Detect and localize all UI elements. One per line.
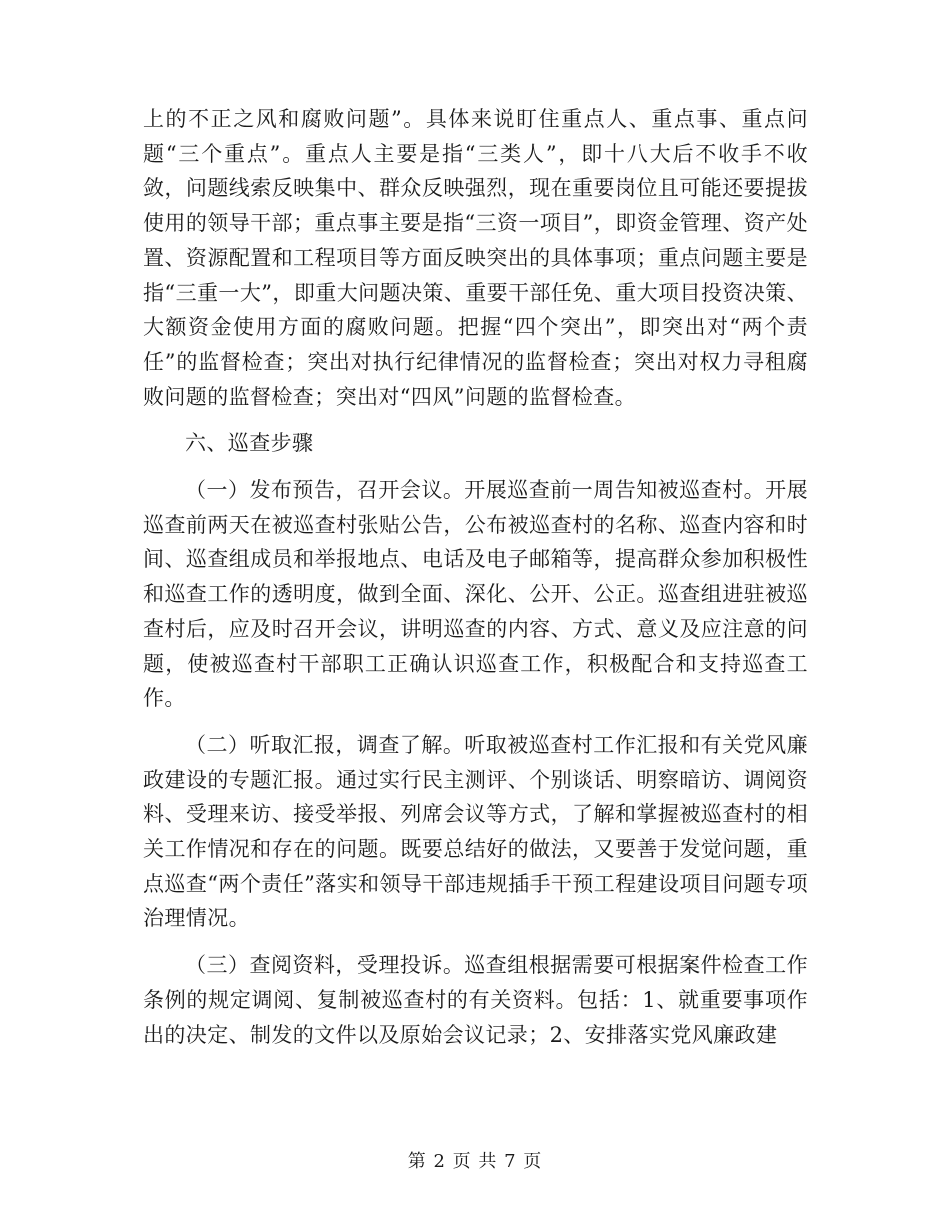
- document-body: [143, 102, 808, 1052]
- paragraph-step-2: （二）听取汇报，调查了解。听取被巡查村工作汇报和有关党风廉政建设的专题汇报。通过实行民主测评、个别谈话、明察暗访、调阅资料、受理来访、接受举报、列席会议等方式，了解和掌握被巡查村的相关工作情况和存在的问题。既要总结好的做法，又要善于发觉问题，重点巡查“两个责任”落实和领导干部违规插手干预工程建设项目问题专项治理情况。: [143, 732, 808, 931]
- section-heading: 六、巡查步骤: [185, 431, 314, 456]
- paragraph-continued: 上的不正之风和腐败问题”。具体来说盯住重点人、重点事、重点问题“三个重点”。重点人主要是指“三类人”，即十八大后不收手不收敛，问题线索反映集中、群众反映强烈，现在重要岗位且可能还要提拔使用的领导干部；重点事主要是指“三资一项目”，即资金管理、资产处置、资源配置和工程项目等方面反映突出的具体事项；重点问题主要是指“三重一大”，即重大问题决策、重要干部任免、重大项目投资决策、大额资金使用方面的腐败问题。把握“四个突出”，即突出对“两个责任”的监督检查；突出对执行纪律情况的监督检查；突出对权力寻租腐败问题的监督检查；突出对“四风”问题的监督检查。: [143, 107, 808, 409]
- paragraph-step-1: （一）发布预告，召开会议。开展巡查前一周告知被巡查村。开展巡查前两天在被巡查村张贴公告，公布被巡查村的名称、巡查内容和时间、巡查组成员和举报地点、电话及电子邮箱等，提高群众参加积极性和巡查工作的透明度，做到全面、深化、公开、公正。巡查组进驻被巡查村后，应及时召开会议，讲明巡查的内容、方式、意义及应注意的问题，使被巡查村干部职工正确认识巡查工作，积极配合和支持巡查工作。: [143, 478, 808, 711]
- page-footer: 第 2 页 共 7 页: [407, 1151, 543, 1172]
- paragraph-step-3: （三）查阅资料，受理投诉。巡查组根据需要可根据案件检查工作条例的规定调阅、复制被巡查村的有关资料。包括：1、就重要事项作出的决定、制发的文件以及原始会议记录；2、安排落实党风廉政建: [143, 953, 808, 1047]
